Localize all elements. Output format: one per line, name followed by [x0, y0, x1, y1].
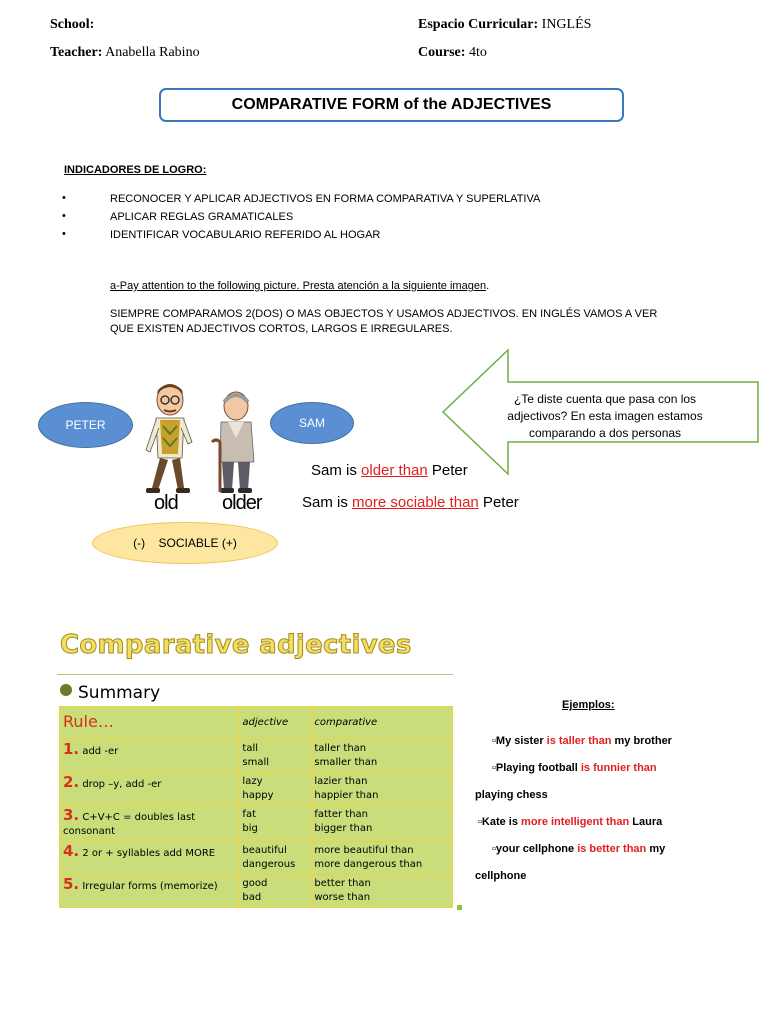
- checkbox-icon: ▫: [492, 762, 496, 774]
- ejemplo-item: ▫Kate is more intelligent than Laura: [478, 816, 663, 828]
- adjective-header: adjective: [239, 707, 311, 740]
- indicador-item: APLICAR REGLAS GRAMATICALES: [110, 211, 294, 223]
- checkbox-icon: ▫: [492, 735, 496, 747]
- ejemplo-item-continued: playing chess: [475, 789, 548, 801]
- sam-figure: [212, 392, 254, 493]
- table-row: 5. Irregular forms (memorize) good bad better than worse than: [60, 875, 453, 908]
- table-row: 1. add -er tall small taller than smaller than: [60, 740, 453, 773]
- summary-subtitle: Summary: [78, 683, 161, 703]
- sociable-scale: (-) SOCIABLE (+): [92, 522, 278, 564]
- sentence-older: Sam is older than Peter: [311, 462, 468, 479]
- table-header-row: [60, 707, 453, 740]
- peter-oval: PETER: [38, 402, 133, 448]
- indicadores-heading: INDICADORES DE LOGRO:: [64, 164, 207, 176]
- checkbox-icon: ▫: [492, 843, 496, 855]
- bullet-icon: •: [62, 192, 66, 204]
- instruction: a-Pay attention to the following picture. Presta atención a la siguiente imagen.: [110, 280, 490, 292]
- peter-figure: [146, 384, 192, 493]
- ejemplos-heading: Ejemplos:: [562, 699, 615, 711]
- corner-marker: [457, 905, 462, 910]
- bullet-icon: •: [62, 228, 66, 240]
- comparative-header: comparative: [311, 707, 453, 740]
- checkbox-icon: ▫: [478, 816, 482, 828]
- comparative-rules-table: [59, 706, 453, 908]
- table-row: 2. drop –y, add -er lazy happy lazier than happier than: [60, 773, 453, 806]
- bullet-icon: •: [62, 210, 66, 222]
- leaf-icon: [60, 684, 72, 696]
- ejemplo-item: ▫My sister is taller than my brother: [492, 735, 672, 747]
- sam-oval: SAM: [270, 402, 354, 444]
- table-row: 4. 2 or + syllables add MORE beautiful dangerous more beautiful than more dangerous than: [60, 842, 453, 875]
- ejemplo-item: ▫Playing football is funnier than: [492, 762, 657, 774]
- older-caption: older: [222, 492, 262, 514]
- summary-divider: [57, 674, 453, 675]
- course-line: Course: 4to: [418, 45, 487, 60]
- old-caption: old: [154, 492, 178, 514]
- indicador-item: IDENTIFICAR VOCABULARIO REFERIDO AL HOGAR: [110, 229, 381, 241]
- teacher-line: Teacher: Anabella Rabino: [50, 45, 200, 60]
- ejemplo-item-continued: cellphone: [475, 870, 527, 882]
- sentence-sociable: Sam is more sociable than Peter: [302, 494, 519, 511]
- indicador-item: RECONOCER Y APLICAR ADJECTIVOS EN FORMA COMPARATIVA Y SUPERLATIVA: [110, 193, 541, 205]
- two-men-illustration: [136, 380, 276, 500]
- school-label: School:: [50, 17, 95, 32]
- rule-header: Rule…: [63, 711, 114, 731]
- callout-text: ¿Te diste cuenta que pasa con los adjectivos? En esta imagen estamos comparando a dos personas: [507, 392, 703, 440]
- summary-title: Comparative adjectives: [60, 630, 412, 660]
- explanation: SIEMPRE COMPARAMOS 2(DOS) O MAS OBJECTOS Y USAMOS ADJECTIVOS. EN INGLÉS VAMOS A VER QUE EXISTEN ADJECTIVOS CORTOS, LARGOS E IRREGULARES.: [110, 308, 658, 335]
- page-title: COMPARATIVE FORM of the ADJECTIVES: [159, 88, 624, 122]
- table-row: 3. C+V+C = doubles last consonant fat big fatter than bigger than: [60, 806, 453, 842]
- ejemplo-item: ▫your cellphone is better than my: [492, 843, 666, 855]
- espacio-line: Espacio Curricular: INGLÉS: [418, 17, 592, 32]
